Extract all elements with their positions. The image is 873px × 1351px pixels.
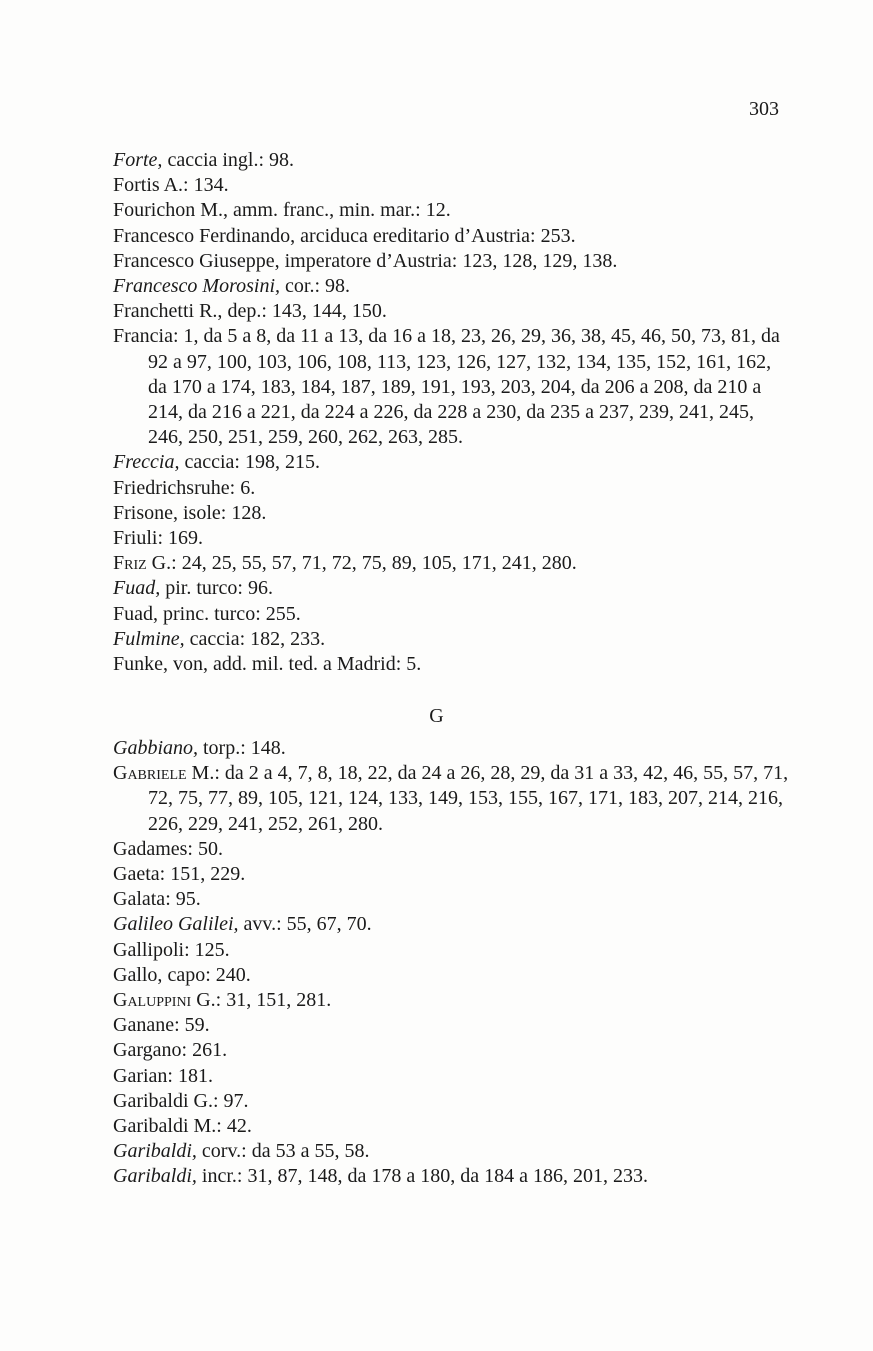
index-entry (113, 249, 793, 274)
index-entry (113, 173, 793, 198)
index-entry-heading: Fuad, (113, 577, 161, 600)
index-entry-references: 261. (187, 1039, 228, 1062)
index-entry (113, 501, 793, 526)
index-entry (113, 1038, 793, 1063)
index-entry-references: amm. franc., min. mar.: 12. (228, 199, 451, 222)
index-entry-heading: Francesco Giuseppe, (113, 249, 280, 272)
index-entry-heading: Friedrichsruhe: (113, 476, 236, 499)
index-entry-heading: Gallo, (113, 963, 163, 986)
index-entry-references: corv.: da 53 a 55, 58. (196, 1140, 370, 1163)
index-entry-heading: Francesco Ferdinando, (113, 224, 296, 247)
index-entry-heading: Friuli: (113, 527, 164, 550)
index-entry (113, 526, 793, 551)
index-entry-references: torp.: 148. (198, 737, 286, 759)
index-entry-references: da 2 a 4, 7, 8, 18, 22, da 24 a 26, 28, 29, da 31 a 33, 42, 46, 55, 57, 71, 72, 75, 77, 89, 105, 121, 124, 133, 149, 153, 155, 167, 171, 183, 207, 214, 216, 226, 229, 241, 252, 261, 280. (148, 762, 789, 835)
index-entry-references: 31, 151, 281. (221, 989, 332, 1012)
index-entry (113, 1064, 793, 1089)
index-entry (113, 224, 793, 249)
index-entry-heading: Gaeta: (113, 863, 166, 886)
index-entry (113, 988, 793, 1013)
index-entry-heading: Gadames: (113, 837, 193, 860)
index-entry-heading: Galileo Galilei, (113, 913, 239, 936)
index-entry (113, 602, 793, 627)
index-entry (113, 938, 793, 963)
index-entry-references: princ. turco: 255. (158, 602, 301, 625)
index-entry (113, 627, 793, 652)
index-entry (113, 912, 793, 937)
index-entry (113, 551, 793, 576)
index-entry (113, 761, 793, 837)
index-entry (113, 837, 793, 862)
index-entry (113, 198, 793, 223)
index-entry-references: capo: 240. (162, 963, 251, 986)
index-entry-references: pir. turco: 96. (160, 577, 273, 600)
index-entry (113, 148, 793, 173)
index-entry-references: 24, 25, 55, 57, 71, 72, 75, 89, 105, 171, 241, 280. (176, 552, 577, 575)
index-entry-references: caccia: 182, 233. (184, 627, 326, 650)
index-entry (113, 299, 793, 324)
index-entry (113, 1164, 793, 1189)
index-entry-heading: Gallipoli: (113, 938, 190, 961)
index-section-g (113, 736, 793, 1190)
page-number: 303 (749, 98, 779, 120)
index-entry-heading: Gabriele M.: (113, 762, 220, 785)
index-entry-heading: Galata: (113, 888, 171, 911)
index-entry-references: imperatore d’Austria: 123, 128, 129, 138. (279, 249, 618, 272)
index-entry (113, 1089, 793, 1114)
index-entry-references: caccia: 198, 215. (179, 451, 320, 474)
index-entry-references: incr.: 31, 87, 148, da 178 a 180, da 184 a 186, 201, 233. (196, 1165, 648, 1188)
index-entry-heading: Galuppini G.: (113, 989, 222, 1012)
index-entry-references: 50. (192, 837, 223, 860)
index-entry-references: 6. (235, 476, 256, 499)
index-entry-references: 169. (163, 527, 204, 550)
index-entry-heading: Fulmine, (113, 627, 185, 650)
index-entry-references: 125. (189, 938, 230, 961)
index-entry (113, 1114, 793, 1139)
index-entry (113, 736, 793, 761)
index-entry (113, 963, 793, 988)
index-entry-heading: Forte, (113, 149, 163, 171)
index-section-f (113, 148, 793, 677)
index-entry-heading: Francia: (113, 325, 179, 348)
index-entry-heading: Freccia, (113, 451, 180, 474)
index-entry-heading: Funke, (113, 653, 168, 676)
index-entry-heading: Garibaldi G.: (113, 1089, 219, 1112)
index-entry-heading: Gabbiano, (113, 737, 198, 759)
index-entry (113, 652, 793, 677)
section-letter-heading: G (429, 705, 444, 727)
index-entry (113, 862, 793, 887)
index-entry-heading: Francesco Morosini, (113, 275, 281, 298)
index-entry-heading: Fourichon M., (113, 199, 228, 222)
index-entry-references: avv.: 55, 67, 70. (238, 913, 372, 936)
index-entry-references: von, add. mil. ted. a Madrid: 5. (168, 653, 422, 676)
index-entry-heading: Fortis A.: (113, 174, 189, 197)
index-entry (113, 887, 793, 912)
index-entry-references: 181. (172, 1064, 213, 1087)
index-entry-heading: Ganane: (113, 1014, 180, 1037)
index-entry-references: arciduca ereditario d’Austria: 253. (295, 224, 576, 247)
index-entry-heading: Gargano: (113, 1039, 188, 1062)
index-entry-references: 59. (179, 1014, 210, 1037)
index-entry (113, 1139, 793, 1164)
index-entry-heading: Garian: (113, 1064, 173, 1087)
index-entry-references: caccia ingl.: 98. (162, 149, 295, 171)
index-entry-references: 134. (188, 174, 229, 197)
index-entry-references: 95. (170, 888, 201, 911)
index-entry (113, 476, 793, 501)
index-entry-heading: Franchetti R., (113, 300, 223, 323)
index-entry-heading: Fuad, (113, 602, 158, 625)
index-entry (113, 450, 793, 475)
index-entry-heading: Friz G.: (113, 552, 177, 575)
index-entry-heading: Frisone, (113, 501, 178, 524)
index-entry-references: 1, da 5 a 8, da 11 a 13, da 16 a 18, 23, 26, 29, 36, 38, 45, 46, 50, 73, 81, da 92 a 97, 100, 103, 106, 108, 113, 123, 126, 127, 132, 134, 135, 152, 161, 162, da 170 a 174, 183, 184, 187, 189, 191, 193, 203, 204, da 206 a 208, da 210 a 214, da 216 a 221, da 224 a 226, da 228 a 230, da 235 a 237, 239, 241, 245, 246, 250, 251, 259, 260, 262, 263, 285. (148, 325, 780, 449)
index-entry (113, 1013, 793, 1038)
index-entry-heading: Garibaldi, (113, 1140, 197, 1163)
index-entry-references: 151, 229. (165, 863, 246, 886)
index-entry-references: 97. (218, 1089, 249, 1112)
index-entry-heading: Garibaldi M.: (113, 1115, 222, 1138)
index-entry-heading: Garibaldi, (113, 1165, 197, 1188)
index-entry-references: 42. (221, 1115, 252, 1138)
index-entry (113, 576, 793, 601)
index-entry (113, 324, 793, 450)
index-entry-references: dep.: 143, 144, 150. (222, 300, 387, 323)
index-entry-references: isole: 128. (178, 501, 267, 524)
index-entry (113, 274, 793, 299)
index-entry-references: cor.: 98. (280, 275, 351, 298)
